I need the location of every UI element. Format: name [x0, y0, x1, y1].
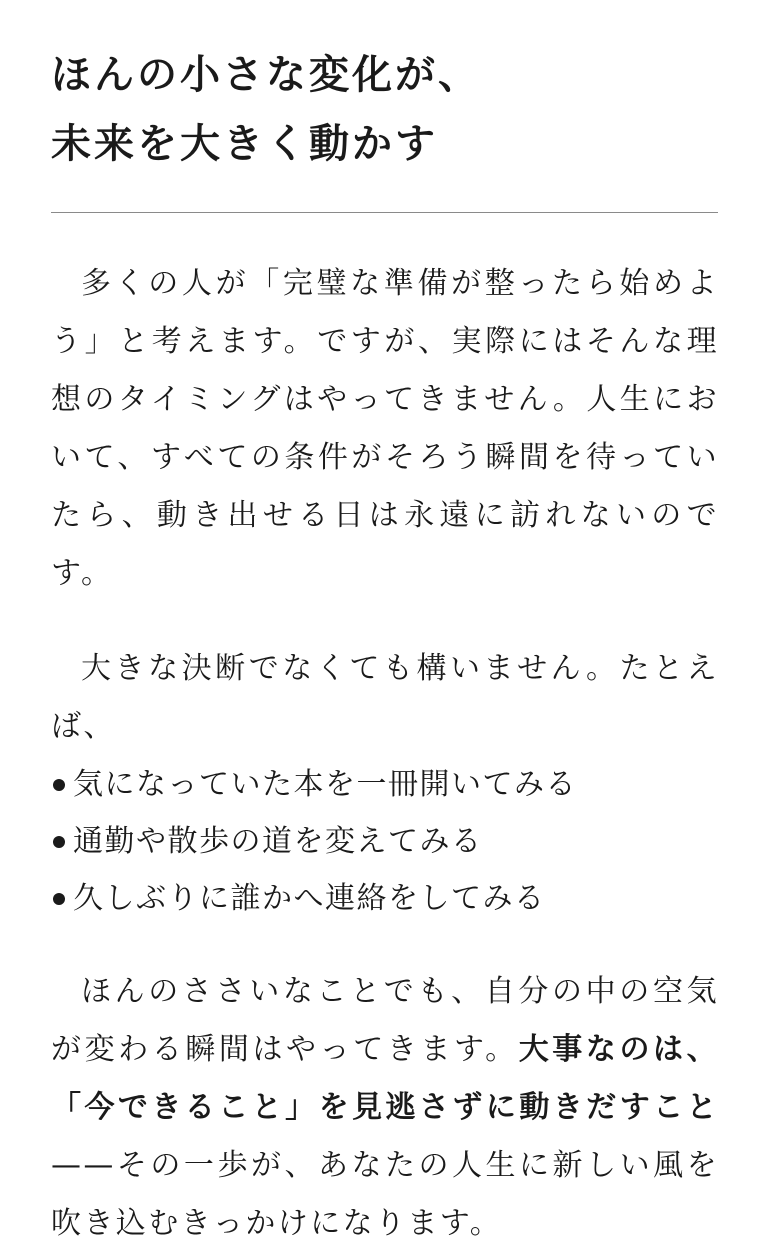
example-list [51, 756, 719, 927]
paragraph-3-tail: ——その一歩が、あなたの人生に新しい風を吹き込むきっかけになります。 [51, 1148, 719, 1241]
bullet-icon [53, 836, 65, 848]
bullet-icon [53, 893, 65, 905]
paragraph-3-emphasis: 大事なのは、「今できること」を見逃さずに動きだすこと [51, 1032, 719, 1125]
paragraph-3-lead: ほんのささいなことでも、自分の中の空気が変わる瞬間はやってきます。 [51, 974, 719, 1067]
bullet-icon [53, 779, 65, 791]
paragraph-1: 多くの人が「完璧な準備が整ったら始めよう」と考えます。ですが、実際にはそんな理想のタイミングはやってきません。人生において、すべての条件がそろう瞬間を待っていたら、動き出せる日は永遠に訪れないのです。 [51, 266, 719, 591]
title-line-2: 未来を大きく動かす [51, 120, 438, 167]
article [51, 40, 719, 1253]
paragraph-3 [51, 963, 719, 1253]
list-item-text: 久しぶりに誰かへ連絡をしてみる [73, 881, 546, 916]
title-divider [51, 212, 718, 213]
list-item [51, 756, 719, 813]
list-item [51, 870, 719, 927]
title-line-1: ほんの小さな変化が、 [51, 51, 481, 98]
list-item-text: 気になっていた本を一冊開いてみる [73, 767, 577, 802]
list-item-text: 通勤や散歩の道を変えてみる [73, 824, 483, 859]
paragraph-2-intro: 大きな決断でなくても構いません。たとえば、 [51, 651, 719, 744]
list-item [51, 813, 719, 870]
paragraph-2 [51, 640, 719, 927]
article-title [51, 40, 719, 178]
